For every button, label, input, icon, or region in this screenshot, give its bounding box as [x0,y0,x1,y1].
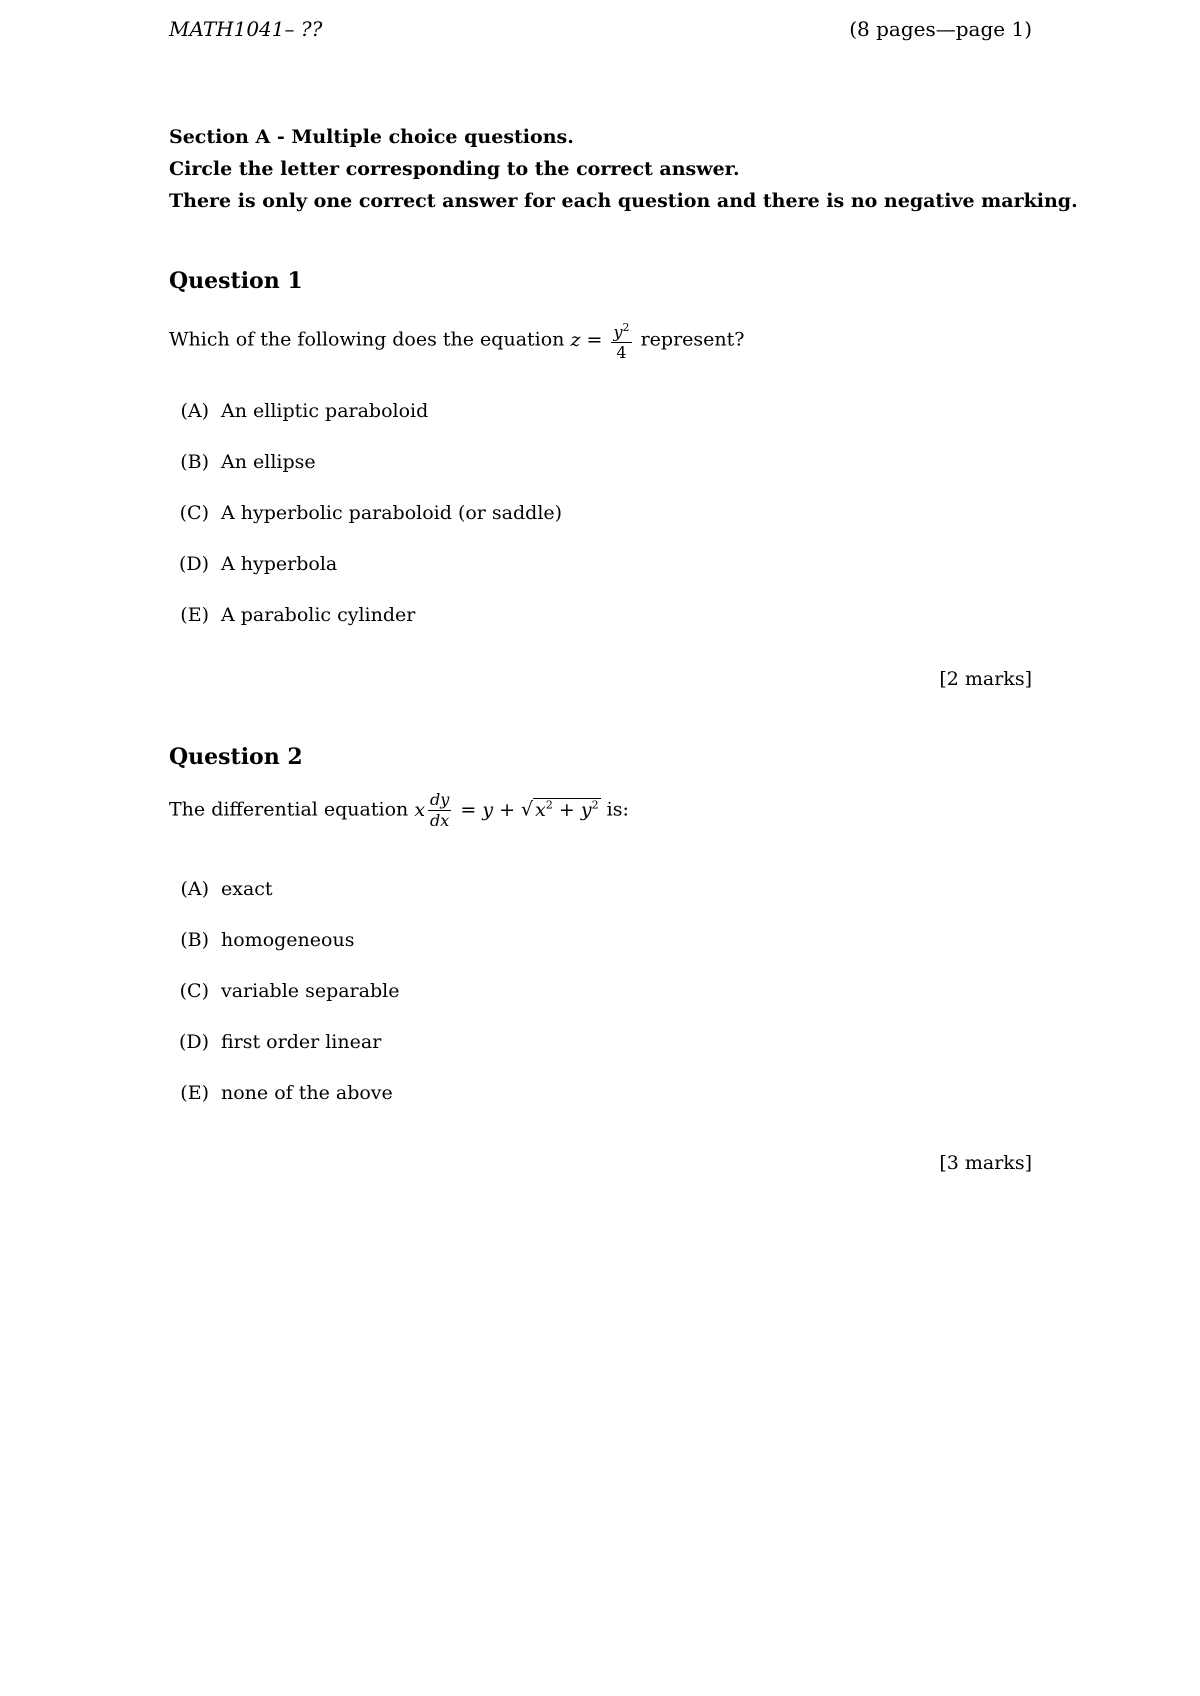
option-text: A hyperbolic paraboloid (or saddle) [221,502,563,524]
equation-lhs: z [570,328,581,351]
question-stem [169,318,744,363]
instruction-line: There is only one correct answer for each question and there is no negative marking. [169,190,1078,212]
option-c[interactable] [169,502,562,524]
option-text: homogeneous [221,929,355,951]
stem-text: represent? [640,328,745,351]
option-d[interactable] [169,553,337,575]
question-stem [169,790,629,831]
square-root: √ $x^2 + y^2$ [521,798,599,821]
option-a[interactable] [169,878,273,900]
question-title: Question 2 [169,744,303,770]
option-c[interactable] [169,980,399,1002]
option-b[interactable] [169,451,316,473]
equation-lhs: x [414,798,426,821]
fraction-numerator: $y^2$ [611,318,631,343]
option-e[interactable] [169,1082,393,1104]
option-b[interactable] [169,929,354,951]
option-text: exact [221,878,273,900]
stem-text: The differential equation [169,798,409,821]
derivative-fraction [428,790,451,831]
question-title: Question 1 [169,268,303,294]
option-letter: (B) [180,451,209,473]
stem-text: is: [606,798,629,821]
option-text: An ellipse [221,451,316,473]
option-text: A parabolic cylinder [221,604,416,626]
equation-rhs-term: y [482,798,494,821]
option-text: variable separable [221,980,400,1002]
marks-label: [2 marks] [939,668,1032,690]
option-text: An elliptic paraboloid [221,400,429,422]
marks-label: [3 marks] [939,1152,1032,1174]
option-letter: (E) [180,1082,209,1104]
fraction-denominator: dx [430,811,450,830]
stem-text: Which of the following does the equation [169,328,565,351]
fraction-denominator: 4 [616,343,627,363]
option-text: A hyperbola [221,553,338,575]
fraction [611,318,631,363]
option-letter: (C) [179,980,209,1002]
option-letter: (D) [178,1031,209,1053]
option-text: none of the above [221,1082,393,1104]
option-letter: (A) [180,400,209,422]
instruction-line: Circle the letter corresponding to the correct answer. [169,158,740,180]
option-letter: (C) [179,502,209,524]
option-d[interactable] [169,1031,381,1053]
option-a[interactable] [169,400,428,422]
option-letter: (D) [178,553,209,575]
equation: z = $\frac{y^2}{4}$ [570,329,640,351]
option-e[interactable] [169,604,415,626]
fraction-numerator: dy [430,790,450,809]
equation: x $\frac{dy}{dx}$ = y + √ $x^2 + y^2$ [414,790,599,830]
option-letter: (E) [180,604,209,626]
option-letter: (A) [180,878,209,900]
option-letter: (B) [180,929,209,951]
page-indicator: (8 pages—page 1) [849,17,1032,41]
course-code: MATH1041– ?? [169,17,323,41]
option-text: first order linear [221,1031,382,1053]
section-heading: Section A - Multiple choice questions. [169,126,574,148]
